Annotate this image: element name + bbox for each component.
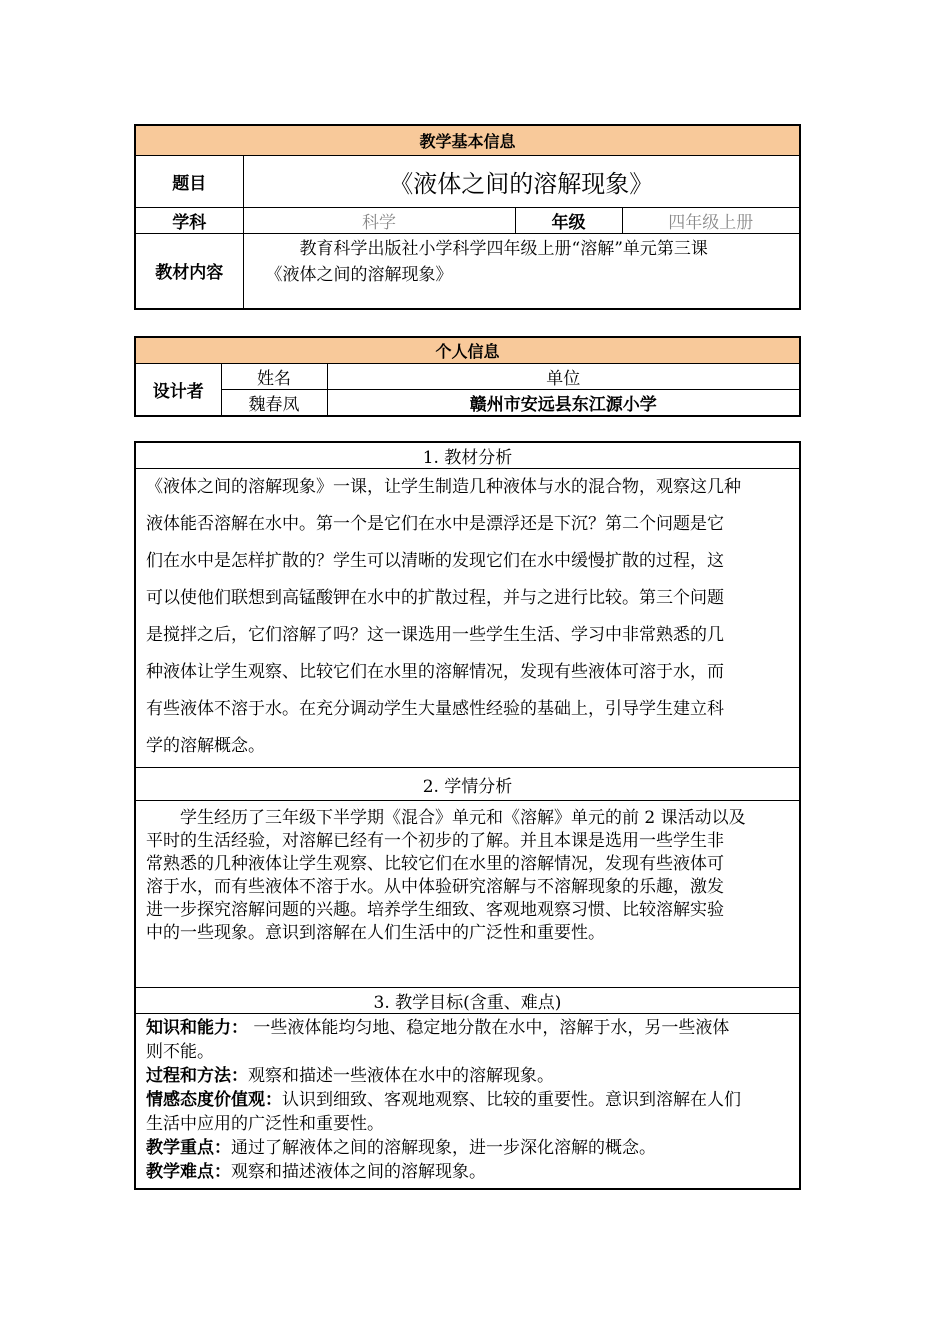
s2-line: 学生经历了三年级下半学期《混合》单元和《溶解》单元的前 2 课活动以及 xyxy=(180,808,746,828)
knowledge-text: 一些液体能均匀地、稳定地分散在水中，溶解于水，另一些液体 xyxy=(248,1018,730,1038)
topic-label: 题目 xyxy=(135,155,243,207)
section-3-title: 3. 教学目标(含重、难点) xyxy=(135,988,800,1014)
s2-line: 进一步探究溶解问题的兴趣。培养学生细致、客观地观察习惯、比较溶解实验 xyxy=(146,900,724,920)
basic-info-header: 教学基本信息 xyxy=(135,125,800,155)
process-label: 过程和方法： xyxy=(146,1066,248,1086)
s1-line: 种液体让学生观察、比较它们在水里的溶解情况，发现有些液体可溶于水，而 xyxy=(146,662,724,682)
s2-line: 中的一些现象。意识到溶解在人们生活中的广泛性和重要性。 xyxy=(146,923,605,943)
difficulty-text: 观察和描述液体之间的溶解现象。 xyxy=(231,1162,486,1182)
goal-process xyxy=(146,1064,795,1088)
s1-line: 有些液体不溶于水。在充分调动学生大量感性经验的基础上，引导学生建立科 xyxy=(146,699,724,719)
content-line-2: 《液体之间的溶解现象》 xyxy=(265,264,453,285)
s1-line: 学的溶解概念。 xyxy=(146,736,265,756)
section-2-body xyxy=(135,801,800,988)
emotion-label: 情感态度价值观： xyxy=(146,1090,282,1110)
content-label: 教材内容 xyxy=(135,233,243,309)
name-value: 魏春凤 xyxy=(221,389,327,416)
section-1-title: 1. 教材分析 xyxy=(135,442,800,469)
section-3-body xyxy=(135,1014,800,1189)
focus-label: 教学重点： xyxy=(146,1138,231,1158)
knowledge-text-cont: 则不能。 xyxy=(146,1042,214,1062)
unit-label: 单位 xyxy=(327,363,800,389)
basic-info-table xyxy=(134,124,801,310)
personal-info-header: 个人信息 xyxy=(135,337,800,363)
goal-knowledge xyxy=(146,1016,795,1040)
s1-line: 们在水中是怎样扩散的？学生可以清晰的发现它们在水中缓慢扩散的过程，这 xyxy=(146,551,724,571)
name-label: 姓名 xyxy=(221,363,327,389)
knowledge-label: 知识和能力： xyxy=(146,1018,248,1038)
subject-label: 学科 xyxy=(135,207,243,233)
section-2-title: 2. 学情分析 xyxy=(135,768,800,801)
designer-label: 设计者 xyxy=(135,363,221,416)
topic-value: 《液体之间的溶解现象》 xyxy=(243,155,800,207)
goal-focus xyxy=(146,1136,795,1160)
grade-value: 四年级上册 xyxy=(622,207,800,233)
personal-info-table xyxy=(134,336,801,417)
s1-line: 《液体之间的溶解现象》一课，让学生制造几种液体与水的混合物，观察这几种 xyxy=(146,477,741,497)
s2-line: 平时的生活经验，对溶解已经有一个初步的了解。并且本课是选用一些学生非 xyxy=(146,831,724,851)
s2-line: 常熟悉的几种液体让学生观察、比较它们在水里的溶解情况，发现有些液体可 xyxy=(146,854,724,874)
emotion-text: 认识到细致、客观地观察、比较的重要性。意识到溶解在人们 xyxy=(282,1090,741,1110)
content-value xyxy=(243,233,800,309)
section-1-body xyxy=(135,469,800,768)
s2-line: 溶于水，而有些液体不溶于水。从中体验研究溶解与不溶解现象的乐趣，激发 xyxy=(146,877,724,897)
s1-line: 是搅拌之后，它们溶解了吗？这一课选用一些学生生活、学习中非常熟悉的几 xyxy=(146,625,724,645)
goal-emotion xyxy=(146,1088,795,1112)
focus-text: 通过了解液体之间的溶解现象，进一步深化溶解的概念。 xyxy=(231,1138,656,1158)
unit-value: 赣州市安远县东江源小学 xyxy=(327,389,800,416)
s1-line: 可以使他们联想到高锰酸钾在水中的扩散过程，并与之进行比较。第三个问题 xyxy=(146,588,724,608)
goal-difficulty xyxy=(146,1160,795,1184)
s1-line: 液体能否溶解在水中。第一个是它们在水中是漂浮还是下沉？第二个问题是它 xyxy=(146,514,724,534)
analysis-table xyxy=(134,441,801,1190)
grade-label: 年级 xyxy=(515,207,622,233)
content-line-1: 教育科学出版社小学科学四年级上册“溶解”单元第三课 xyxy=(299,238,708,259)
emotion-text-cont: 生活中应用的广泛性和重要性。 xyxy=(146,1114,384,1134)
subject-value: 科学 xyxy=(243,207,515,233)
process-text: 观察和描述一些液体在水中的溶解现象。 xyxy=(248,1066,554,1086)
difficulty-label: 教学难点： xyxy=(146,1162,231,1182)
